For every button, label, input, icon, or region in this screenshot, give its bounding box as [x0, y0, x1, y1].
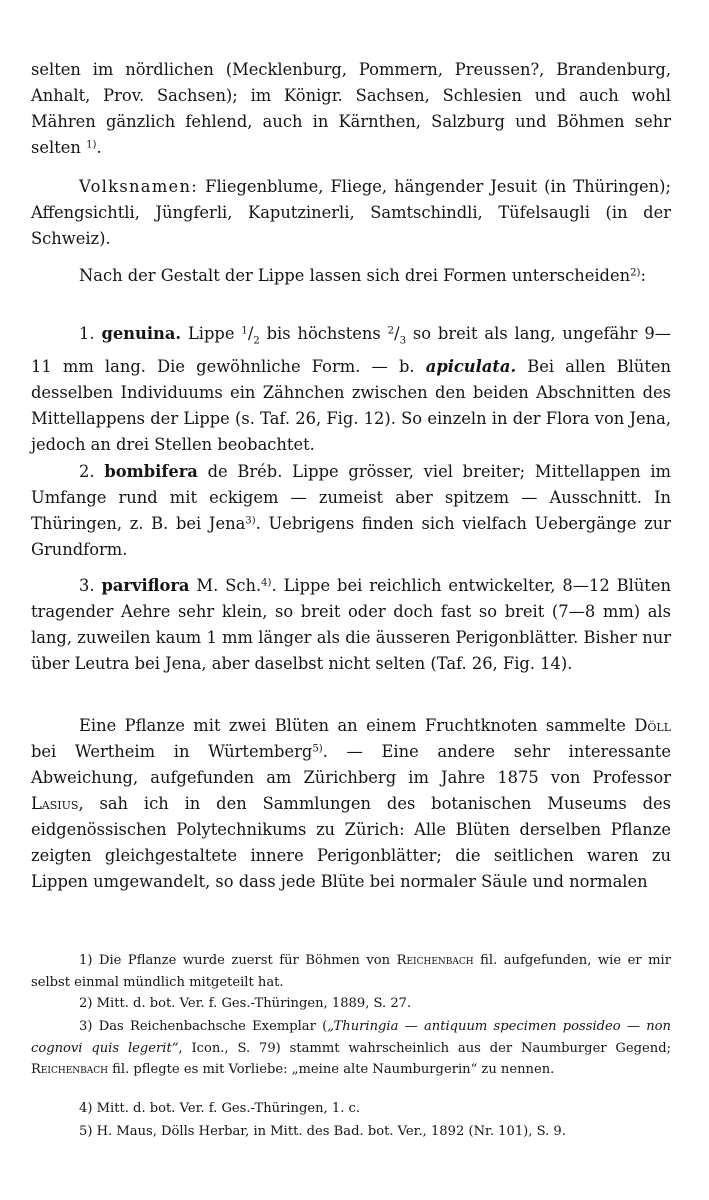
- footnote-ref[interactable]: 3): [245, 515, 256, 527]
- footnote-text: fil. pflegte es mit Vorliebe: „meine alte Naumburgerin“ zu nennen.: [108, 1062, 555, 1077]
- form-text: so breit als lang, ungefähr 9—11 mm lang. Die gewöhnliche Form. — b.: [31, 324, 671, 377]
- form-author: de Bréb.: [197, 462, 283, 481]
- form-bombifera: [31, 459, 671, 563]
- form-parviflora: [31, 573, 671, 677]
- footnote-ref[interactable]: 4): [261, 577, 272, 589]
- footnote-number: 1): [79, 953, 93, 968]
- person-name: Reichenbach: [31, 1062, 109, 1077]
- fraction-denominator: 3: [399, 335, 407, 347]
- form-name: genuina.: [101, 324, 182, 343]
- form-genuina: 1. genuina. Lippe $^1/_2$ bis höchstens $^2/_3$ so breit als lang, ungefähr 9—11 mm lang. Die gewöhnliche Form. — b. apiculata. Bei allen Blüten desselben Individuums ein Zähnchen zwischen den beiden Abschnitten des Mittellappens der Lippe (s. Taf. 26, Fig. 12). So einzeln in der Flora von Jena, jedoch an drei Stellen beobachtet.: [31, 324, 671, 455]
- paragraph-forms-intro: [31, 263, 671, 289]
- footnote-5: [31, 1121, 671, 1143]
- common-names-lead: Volksnamen:: [79, 177, 199, 196]
- paragraph-tail: :: [640, 266, 646, 285]
- footnote-text: fil. aufgefunden, wie er mir selbst einmal mündlich mitgeteilt hat.: [31, 953, 671, 990]
- footnote-number: 2): [79, 996, 93, 1011]
- footnote-quote: „Thuringia — antiquum specimen possideo — non cognovi quis legerit“: [31, 1019, 671, 1056]
- footnote-number: 4): [79, 1101, 93, 1116]
- footnote-number: 3): [79, 1019, 93, 1034]
- paragraph-text: Eine Pflanze mit zwei Blüten an einem Fruchtknoten sammelte: [79, 716, 635, 735]
- person-name: Reichenbach: [396, 953, 474, 968]
- footnote-text: Die Pflanze wurde zuerst für Böhmen von: [92, 953, 397, 968]
- paragraph-distribution: [31, 57, 671, 161]
- footnote-2: [31, 993, 671, 1015]
- form-author: M. Sch.: [189, 576, 262, 595]
- person-name: Döll: [634, 716, 671, 735]
- footnote-text: , Icon., S. 79) stammt wahrscheinlich aus der Naumburger Gegend;: [178, 1040, 672, 1056]
- form-name: bombifera: [104, 462, 198, 481]
- footnote-4: [31, 1098, 671, 1120]
- form-number: 3.: [79, 576, 95, 595]
- form-text: Bei allen Blüten desselben Individuums ein Zähnchen zwischen den beiden Abschnitten des Mittellappens der Lippe (s. Taf. 26, Fig. 12). So einzeln in der Flora von Jena, jedoch an drei Stellen beobachtet.: [31, 357, 671, 455]
- footnote-text: Mitt. d. bot. Ver. f. Ges.-Thüringen, 1. c.: [92, 1101, 361, 1116]
- paragraph-text: selten im nördlichen (Mecklenburg, Pommern, Preussen?, Brandenburg, Anhalt, Prov. Sachsen); im Königr. Sachsen, Schlesien und auch wohl Mähren gänzlich fehlend, auch in Kärnthen, Salzburg und Böhmen sehr selten: [31, 60, 671, 157]
- form-number: 1.: [79, 324, 95, 343]
- form-text: Lippe grösser, viel breiter; Mittellappen im Umfange rund mit eckigem — zumeist aber spitzem — Ausschnitt. In Thüringen, z. B. bei Jena: [31, 462, 671, 533]
- fraction-numerator: 2: [387, 325, 395, 337]
- paragraph-text: Nach der Gestalt der Lippe lassen sich drei Formen unterscheiden: [79, 266, 631, 285]
- footnote-ref[interactable]: 2): [630, 267, 641, 279]
- footnote-number: 5): [79, 1124, 93, 1139]
- form-name: parviflora: [101, 576, 190, 595]
- footnote-3: [31, 1016, 671, 1081]
- paragraph-text: bei Wertheim in Würtemberg: [31, 742, 313, 761]
- paragraph-text: Fliegenblume, Fliege, hängender Jesuit (in Thüringen); Affengsichtli, Jüngferli, Kaputzinerli, Samtschindli, Tüfelsaugli (in der Schweiz).: [31, 177, 671, 248]
- paragraph-abnormalities: [31, 713, 671, 895]
- form-text: bis höchstens: [259, 324, 388, 343]
- footnote-ref[interactable]: 1): [86, 139, 97, 151]
- paragraph-text: , sah ich in den Sammlungen des botanischen Museums des eidgenössischen Polytechnikums zu Zürich: Alle Blüten derselben Pflanze zeigten gleichgestaltete innere Perigonblätter; die seitlichen waren zu Lippen umgewandelt, so dass jede Blüte bei normaler Säule und normalen: [31, 794, 671, 891]
- form-number: 2.: [79, 462, 95, 481]
- form-text: . Uebrigens finden sich vielfach Uebergänge zur Grundform.: [31, 514, 671, 559]
- fraction-numerator: 1: [241, 325, 248, 337]
- footnote-text: Das Reichenbachsche Exemplar (: [92, 1019, 328, 1034]
- form-text: Lippe: [181, 324, 242, 343]
- fraction-denominator: 2: [253, 335, 260, 347]
- footnote-text: Mitt. d. bot. Ver. f. Ges.-Thüringen, 1889, S. 27.: [92, 996, 412, 1011]
- footnote-text: H. Maus, Dölls Herbar, in Mitt. des Bad. bot. Ver., 1892 (Nr. 101), S. 9.: [92, 1124, 566, 1139]
- footnote-ref[interactable]: 5): [312, 743, 323, 755]
- person-name: Lasius: [31, 794, 79, 813]
- paragraph-text: . — Eine andere sehr interessante Abweichung, aufgefunden am Zürichberg im Jahre 1875 von Professor: [31, 742, 672, 787]
- paragraph-common-names: [31, 174, 671, 252]
- variety-name: apiculata.: [425, 357, 517, 377]
- paragraph-tail: .: [96, 138, 102, 157]
- form-text: . Lippe bei reichlich entwickelter, 8—12 Blüten tragender Aehre sehr klein, so breit oder doch fast so breit (7—8 mm) als lang, zuweilen kaum 1 mm länger als die äusseren Perigonblätter. Bisher nur über Leutra bei Jena, aber daselbst nicht selten (Taf. 26, Fig. 14).: [31, 576, 671, 673]
- footnote-1: [31, 950, 671, 993]
